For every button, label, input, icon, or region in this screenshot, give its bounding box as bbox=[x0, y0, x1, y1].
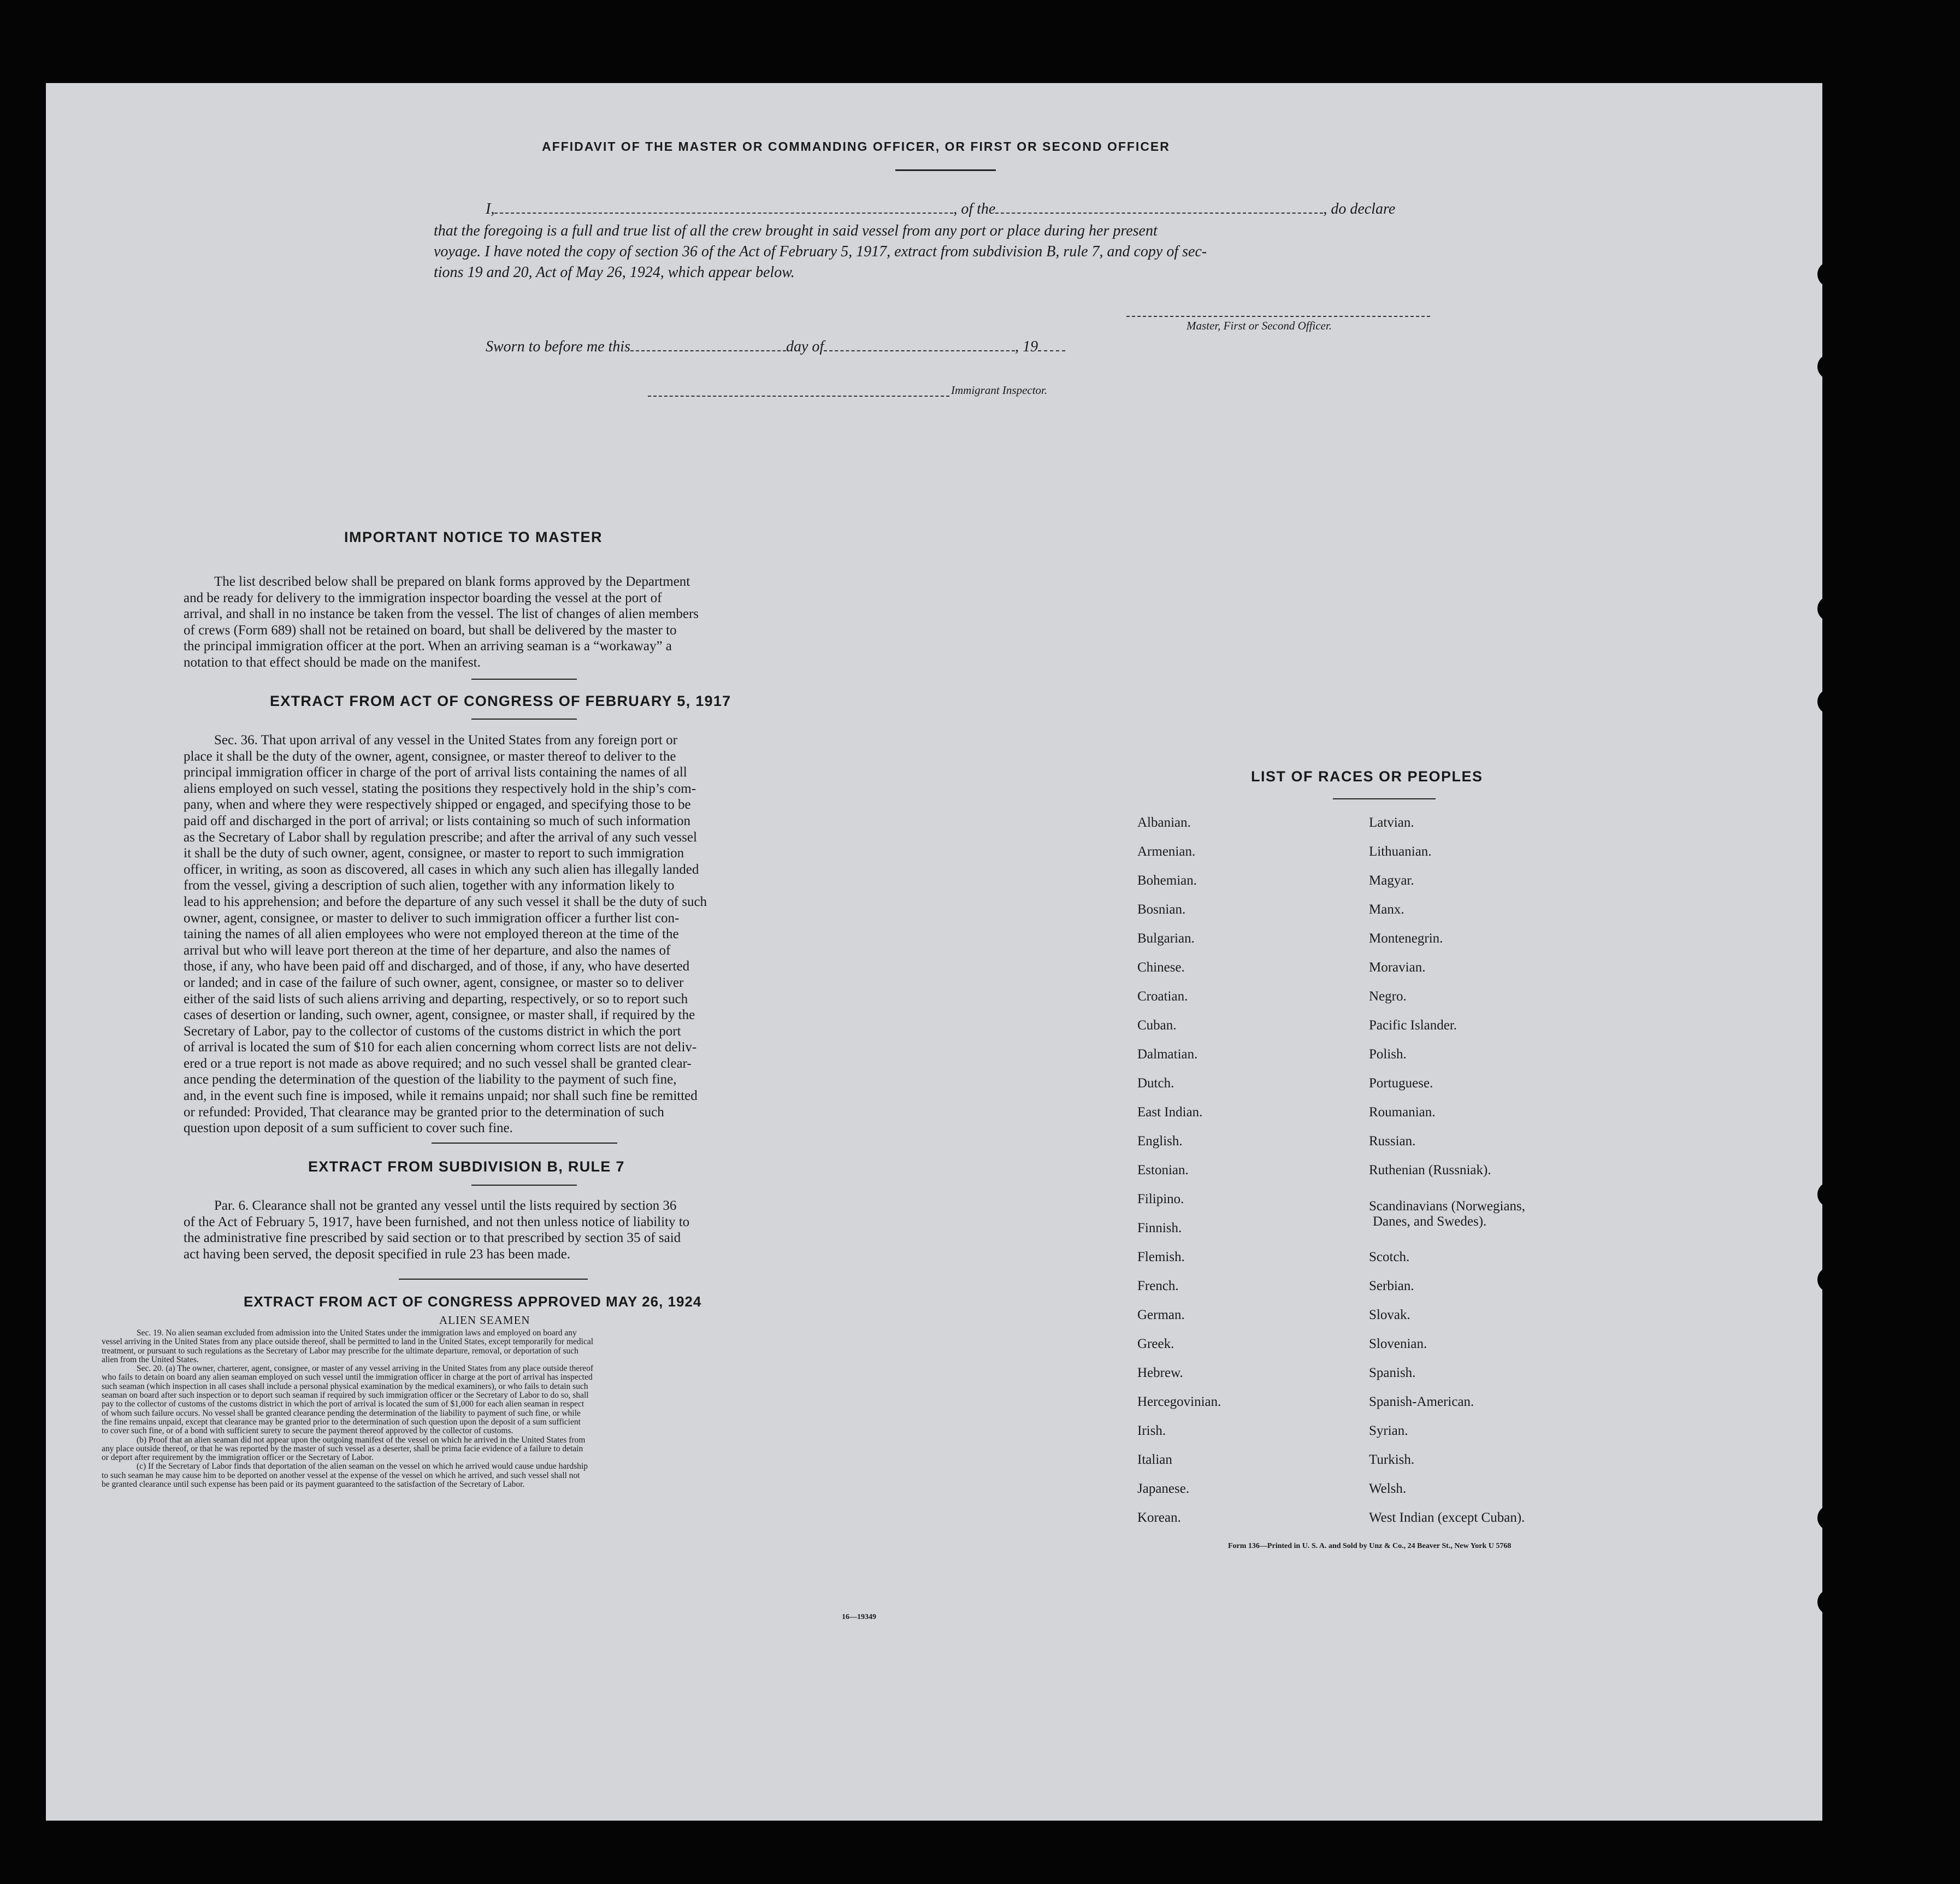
races-title-underline bbox=[1333, 798, 1436, 799]
punch-hole bbox=[1817, 1589, 1843, 1615]
race-right-item: West Indian (except Cuban). bbox=[1369, 1510, 1525, 1525]
race-left-item: Flemish. bbox=[1137, 1250, 1185, 1264]
punch-hole bbox=[1817, 596, 1843, 621]
extract-1924-line: who fails to detain on board any alien seaman employed on such vessel until the immigration officer in charge at the port of arrival has inspected bbox=[102, 1373, 593, 1382]
race-left-item: East Indian. bbox=[1137, 1105, 1203, 1120]
extract-1917-line: arrival but who will leave port thereon at the time of her departure, and also the names of bbox=[184, 943, 671, 958]
extract-1917-line: ered or a true report is not made as above required; and no such vessel shall be granted clear- bbox=[184, 1056, 692, 1071]
extract-rule7-line: the administrative fine prescribed by said section or to that prescribed by section 35 of said bbox=[184, 1231, 681, 1246]
notice-line: The list described below shall be prepared on blank forms approved by the Department bbox=[214, 574, 690, 589]
extract-1917-line: from the vessel, giving a description of such alien, together with any information likely to bbox=[184, 878, 675, 893]
race-left-item: Bohemian. bbox=[1137, 873, 1197, 888]
extract-1917-line: aliens employed on such vessel, stating the positions they respectively hold in the ship’s com- bbox=[184, 781, 696, 796]
race-right-item: Scandinavians (Norwegians, bbox=[1369, 1199, 1526, 1214]
race-left-item: Irish. bbox=[1137, 1423, 1166, 1438]
extract-1917-title: EXTRACT FROM ACT OF CONGRESS OF FEBRUARY 5, 1917 bbox=[270, 693, 731, 709]
extract-1917-line: Secretary of Labor, pay to the collector of customs of the customs district in which the port bbox=[184, 1023, 681, 1039]
race-left-item: Italian bbox=[1137, 1452, 1172, 1467]
extract-1917-line: Sec. 36. That upon arrival of any vessel in the United States from any foreign port or bbox=[214, 733, 677, 747]
punch-hole bbox=[1817, 354, 1843, 379]
extract-1917-line: it shall be the duty of such owner, agent, consignee, or master to report to such immigration bbox=[184, 846, 684, 861]
punch-hole bbox=[1817, 262, 1843, 287]
race-left-item: Japanese. bbox=[1137, 1481, 1190, 1496]
extract-1917-line: and, in the event such fine is imposed, while it remains unpaid; nor shall such fine be remitted bbox=[184, 1088, 698, 1104]
inspector-label: Immigrant Inspector. bbox=[951, 384, 1048, 397]
inspector-signature-field[interactable] bbox=[648, 396, 949, 397]
notice-line: arrival, and shall in no instance be taken from the vessel. The list of changes of alien members bbox=[184, 607, 699, 622]
notice-body bbox=[184, 574, 850, 671]
affidavit-title: AFFIDAVIT OF THE MASTER OR COMMANDING OFFICER, OR FIRST OR SECOND OFFICER bbox=[542, 139, 1170, 154]
race-right-item: Slovenian. bbox=[1369, 1337, 1427, 1351]
extract-1917-line: or refunded: Provided, That clearance may be granted prior to the determination of such bbox=[184, 1104, 664, 1120]
extract-1917-line: those, if any, who have been paid off and discharged, and of those, if any, who have deserted bbox=[184, 959, 690, 974]
sworn-month-field[interactable] bbox=[824, 350, 1015, 351]
race-left-item: Chinese. bbox=[1137, 960, 1185, 975]
printer-footer: Form 136—Printed in U. S. A. and Sold by Unz & Co., 24 Beaver St., New York U 5768 bbox=[1228, 1542, 1512, 1550]
extract-1917-line: or landed; and in case of the failure of such owner, agent, consignee, or master so to deliver bbox=[184, 975, 684, 990]
extract-1924-line: to such seaman he may cause him to be deported on another vessel at the expense of the vessel on which he arrived, and such vessel shall not bbox=[102, 1470, 580, 1480]
extract-1924-title: EXTRACT FROM ACT OF CONGRESS APPROVED MAY 26, 1924 bbox=[244, 1293, 702, 1310]
race-right-item: Latvian. bbox=[1369, 815, 1414, 830]
affidavit-line-1 bbox=[486, 201, 1513, 218]
extract-1924-line: such seaman (which inspection in all cases shall include a personal physical examination by the medical examiners), or who fails to detain such bbox=[102, 1381, 588, 1391]
extract-1924-line: Sec. 19. No alien seaman excluded from admission into the United States under the immigration laws and employed on board any bbox=[137, 1328, 577, 1338]
extract-1924-line: alien from the United States. bbox=[102, 1355, 199, 1364]
race-left-item: English. bbox=[1137, 1134, 1183, 1149]
divider bbox=[399, 1279, 588, 1280]
race-left-item: Hebrew. bbox=[1137, 1365, 1183, 1380]
extract-1924-line: (b) Proof that an alien seaman did not appear upon the outgoing manifest of the vessel on which he arrived in the United States from bbox=[137, 1435, 586, 1445]
vessel-name-field[interactable] bbox=[995, 213, 1323, 214]
extract-1917-line: as the Secretary of Labor shall by regulation prescribe; and after the arrival of any such vessel bbox=[184, 829, 697, 845]
extract-rule7-title: EXTRACT FROM SUBDIVISION B, RULE 7 bbox=[308, 1158, 625, 1175]
race-left-item: Armenian. bbox=[1137, 844, 1196, 859]
sworn-label: Sworn to before me this bbox=[486, 338, 630, 355]
race-left-item: Hercegovinian. bbox=[1137, 1394, 1221, 1409]
notice-line: and be ready for delivery to the immigration inspector boarding the vessel at the port of bbox=[184, 590, 662, 605]
extract-1924-line: to cover such fine, or of a bond with sufficient surety to secure the payment thereof approved by the collector of customs. bbox=[102, 1426, 513, 1436]
extract-1917-line: ance pending the determination of the question of the liability to the payment of such fine, bbox=[184, 1072, 677, 1087]
year-label: , 19 bbox=[1015, 338, 1038, 355]
extract-rule7-line: Par. 6. Clearance shall not be granted any vessel until the lists required by section 36 bbox=[214, 1198, 677, 1213]
extract-rule7-line: of the Act of February 5, 1917, have been furnished, and not then unless notice of liability to bbox=[184, 1214, 690, 1229]
punch-hole bbox=[1817, 689, 1843, 714]
race-left-item: Bulgarian. bbox=[1137, 931, 1195, 946]
race-right-item: Lithuanian. bbox=[1369, 844, 1432, 859]
extract-1917-line: of arrival is located the sum of $10 for each alien concerning whom correct lists are not deliv- bbox=[184, 1040, 697, 1055]
extract-1917-line: officer, in writing, as soon as discovered, all cases in which any such alien has illegally landed bbox=[184, 862, 699, 877]
extract-1924-line: treatment, or pursuant to such regulations as the Secretary of Labor may prescribe for the ultimate departure, removal, or deportation of such bbox=[102, 1346, 578, 1356]
master-name-field[interactable] bbox=[494, 213, 953, 214]
affidavit-body-3: voyage. I have noted the copy of section 36 of the Act of February 5, 1917, extract from subdivision B, rule 7, and copy of sec- bbox=[434, 243, 1207, 260]
extract-1924-line: of whom such failure occurs. No vessel shall be granted clearance pending the determination of the liability to payment of such fine, or while bbox=[102, 1408, 581, 1418]
extract-1917-line: lead to his apprehension; and before the departure of any such vessel it shall be the duty of such bbox=[184, 894, 707, 909]
extract-1924-line: be granted clearance until such expense has been paid or its payment guaranteed to the satisfaction of the Secretary of Labor. bbox=[102, 1480, 525, 1489]
affidavit-declare: , do declare bbox=[1323, 201, 1396, 217]
extract-1917-line: place it shall be the duty of the owner, agent, consignee, or master thereof to deliver to the bbox=[184, 749, 676, 764]
race-left-item: Bosnian. bbox=[1137, 902, 1186, 917]
extract-1917-line: cases of desertion or landing, such owner, agent, consignee, or master shall, if required by the bbox=[184, 1008, 695, 1023]
race-left-item: Cuban. bbox=[1137, 1018, 1177, 1033]
race-right-item: Syrian. bbox=[1369, 1423, 1408, 1438]
affidavit-of-the: , of the bbox=[953, 201, 996, 217]
notice-title: IMPORTANT NOTICE TO MASTER bbox=[344, 529, 603, 545]
affidavit-body-4: tions 19 and 20, Act of May 26, 1924, which appear below. bbox=[434, 264, 795, 281]
punch-hole bbox=[1817, 1505, 1843, 1530]
race-right-item: Pacific Islander. bbox=[1369, 1018, 1457, 1033]
race-left-item: Albanian. bbox=[1137, 815, 1191, 830]
race-left-item: Greek. bbox=[1137, 1337, 1174, 1351]
race-left-item: Filipino. bbox=[1137, 1192, 1184, 1206]
punch-hole bbox=[1817, 1267, 1843, 1292]
race-left-item: French. bbox=[1137, 1279, 1179, 1293]
race-left-item: Croatian. bbox=[1137, 989, 1188, 1004]
race-left-item: Dutch. bbox=[1137, 1076, 1174, 1091]
master-signature-field[interactable] bbox=[1126, 316, 1430, 317]
races-title: LIST OF RACES OR PEOPLES bbox=[1251, 768, 1483, 785]
extract-1917-line: paid off and discharged in the port of arrival; or lists containing so much of such information bbox=[184, 813, 691, 828]
divider bbox=[471, 1185, 577, 1186]
race-right-item: Manx. bbox=[1369, 902, 1404, 917]
extract-1924-line: seaman on board after such inspection or to deport such seaman if required by such immigration officer or the Secretary of Labor to do so, shall bbox=[102, 1391, 589, 1400]
race-right-item: Ruthenian (Russniak). bbox=[1369, 1163, 1491, 1178]
affidavit-i: I, bbox=[486, 201, 495, 217]
title-underline bbox=[895, 169, 996, 171]
extract-1924-line: the fine remains unpaid, except that clearance may be granted prior to the determination of such question upon the deposit of a sum sufficient bbox=[102, 1417, 581, 1427]
race-right-item: Serbian. bbox=[1369, 1279, 1414, 1293]
race-right-item: Slovak. bbox=[1369, 1308, 1410, 1322]
extract-1924-line: Sec. 20. (a) The owner, charterer, agent, consignee, or master of any vessel arriving in the United States from any place outside thereof bbox=[137, 1364, 594, 1374]
extract-1917-line: principal immigration officer in charge of the port of arrival lists containing the names of all bbox=[184, 765, 687, 780]
day-of-label: day of bbox=[786, 338, 824, 355]
notice-line: the principal immigration officer at the port. When an arriving seaman is a “workaway” a bbox=[184, 639, 672, 654]
race-left-item: Korean. bbox=[1137, 1510, 1181, 1525]
notice-line: notation to that effect should be made on the manifest. bbox=[184, 655, 481, 670]
race-right-item: Moravian. bbox=[1369, 960, 1426, 975]
extract-1917-line: taining the names of all alien employees who were not employed thereon at the time of the bbox=[184, 927, 679, 942]
race-right-item: Portuguese. bbox=[1369, 1076, 1433, 1091]
extract-1924-line: (c) If the Secretary of Labor finds that deportation of the alien seaman on the vessel on which he arrived would cause undue hardship bbox=[137, 1462, 588, 1471]
divider bbox=[471, 679, 577, 680]
race-right-item: Turkish. bbox=[1369, 1452, 1415, 1467]
race-right-item: Roumanian. bbox=[1369, 1105, 1436, 1120]
divider bbox=[471, 719, 577, 720]
extract-1924-line: or deport after requirement by the immigration officer or the Secretary of Labor. bbox=[102, 1453, 374, 1463]
extract-rule7-line: act having been served, the deposit specified in rule 23 has been made. bbox=[184, 1246, 571, 1262]
extract-1917-line: question upon deposit of a sum sufficient to cover such fine. bbox=[184, 1121, 513, 1136]
race-right-item: Spanish. bbox=[1369, 1365, 1416, 1380]
race-right-item: Spanish-American. bbox=[1369, 1394, 1474, 1409]
extract-1917-line: either of the said lists of such aliens arriving and departing, respectively, or so to report such bbox=[184, 991, 688, 1006]
extract-1917-line: owner, agent, consignee, or master to deliver to such immigration officer a further list con- bbox=[184, 910, 680, 926]
extract-1924-subtitle: ALIEN SEAMEN bbox=[439, 1314, 530, 1327]
extract-1917-line: pany, when and where they were respectively shipped or engaged, and specifying those to be bbox=[184, 797, 691, 813]
punch-hole bbox=[1817, 1182, 1843, 1207]
extract-1917-body bbox=[184, 732, 850, 1137]
race-right-item: Montenegrin. bbox=[1369, 931, 1443, 946]
race-right-item: Welsh. bbox=[1369, 1481, 1407, 1496]
notice-line: of crews (Form 689) shall not be retained on board, but shall be delivered by the master to bbox=[184, 622, 677, 638]
race-right-item-cont: Danes, and Swedes). bbox=[1373, 1214, 1487, 1229]
affidavit-body-2: that the foregoing is a full and true list of all the crew brought in said vessel from any port or place during her present bbox=[434, 222, 1158, 239]
extract-rule7-body bbox=[184, 1198, 850, 1262]
race-left-item: German. bbox=[1137, 1308, 1185, 1322]
race-right-item: Russian. bbox=[1369, 1134, 1416, 1149]
extract-1924-line: pay to the collector of customs of the customs district in which the port of arrival is located the sum of $1,000 for each alien seaman in respect bbox=[102, 1399, 585, 1409]
document-sheet bbox=[46, 83, 1822, 1821]
race-left-item: Finnish. bbox=[1137, 1221, 1182, 1235]
race-left-item: Estonian. bbox=[1137, 1163, 1189, 1178]
extract-1924-line: vessel arriving in the United States from any place outside thereof, shall be permitted to land in the United States, except temporarily for medical bbox=[102, 1337, 594, 1347]
sworn-year-field[interactable] bbox=[1038, 350, 1065, 351]
race-right-item: Scotch. bbox=[1369, 1250, 1410, 1264]
divider bbox=[432, 1143, 617, 1144]
race-right-item: Polish. bbox=[1369, 1047, 1407, 1062]
race-right-item: Negro. bbox=[1369, 989, 1407, 1004]
sworn-line bbox=[486, 338, 1065, 356]
extract-1924-body bbox=[102, 1329, 888, 1489]
extract-1924-line: any place outside thereof, or that he was reported by the master of such vessel as a deserter, shall be prima facie evidence of a failure to detain bbox=[102, 1444, 583, 1453]
race-right-item: Magyar. bbox=[1369, 873, 1414, 888]
form-code: 16—19349 bbox=[842, 1613, 876, 1621]
master-signature-label: Master, First or Second Officer. bbox=[1186, 319, 1332, 332]
sworn-day-field[interactable] bbox=[630, 350, 786, 351]
race-left-item: Dalmatian. bbox=[1137, 1047, 1198, 1062]
